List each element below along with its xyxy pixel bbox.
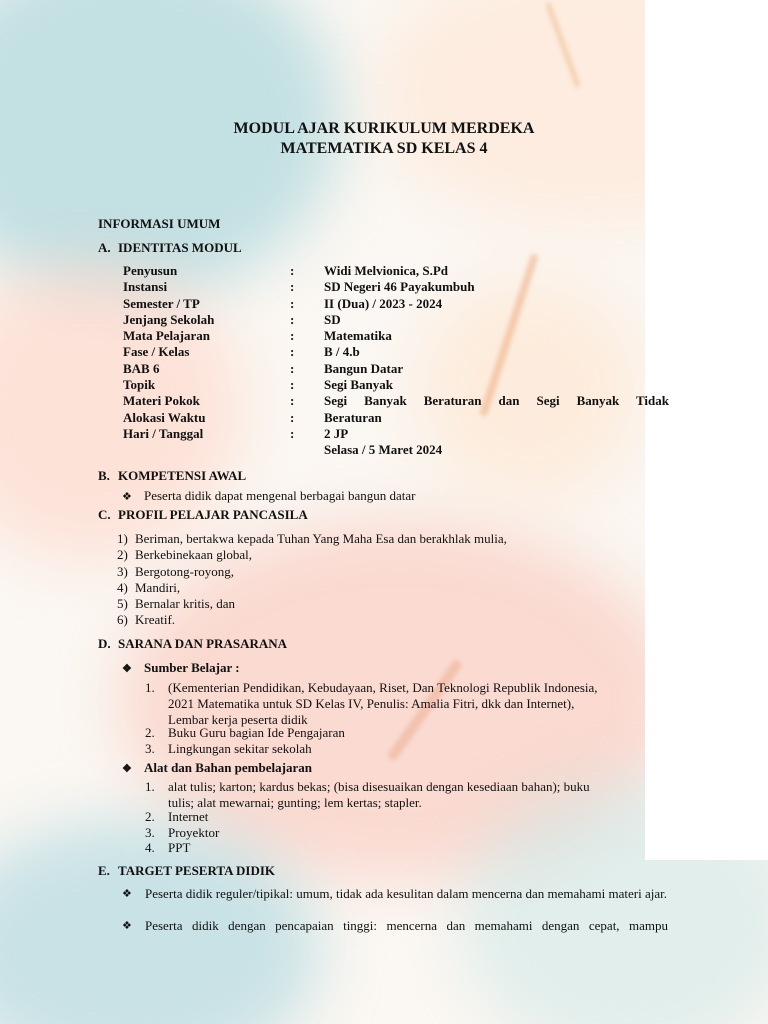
document-title-line1: MODUL AJAR KURIKULUM MERDEKA — [233, 120, 535, 137]
identitas-label: Penyusun — [123, 263, 178, 278]
identitas-colon: : — [290, 328, 295, 344]
alat-bahan-title: Alat dan Bahan pembelajaran — [144, 760, 312, 775]
section-d-title: SARANA DAN PRASARANA — [118, 636, 288, 651]
alat-line: alat tulis; karton; kardus bekas; (bisa disesuaikan dengan kesediaan bahan); buku — [168, 779, 590, 794]
document-title-line2: MATEMATIKA SD KELAS 4 — [280, 140, 488, 157]
profil-item — [117, 547, 252, 563]
identitas-label: Mata Pelajaran — [123, 328, 211, 344]
identitas-colon: : — [290, 360, 295, 376]
section-a-letter: A. — [98, 240, 111, 255]
section-a-heading — [98, 240, 242, 256]
sumber-belajar-heading — [122, 660, 240, 677]
section-a-title: IDENTITAS MODUL — [118, 240, 242, 255]
identitas-row — [123, 312, 669, 328]
diamond-bullet-icon: ❖ — [122, 663, 132, 675]
identitas-value: Segi Banyak — [324, 377, 393, 393]
identitas-value: Widi Melvionica, S.Pd — [324, 263, 448, 278]
profil-item — [117, 580, 180, 596]
profil-number: 3) — [117, 564, 128, 579]
identitas-colon: : — [290, 311, 295, 327]
sumber-line: 2021 Matematika untuk SD Kelas IV, Penulis: Amalia Fitri, dkk dan Internet), — [168, 696, 575, 711]
alat-number: 2. — [145, 809, 155, 824]
identitas-value: Beraturan — [324, 409, 382, 425]
section-d-letter: D. — [98, 636, 111, 651]
identitas-value: Matematika — [324, 328, 392, 344]
target-text: Peserta didik reguler/tipikal: umum, tidak ada kesulitan dalam mencerna dan memahami materi ajar. — [145, 886, 667, 901]
profil-number: 4) — [117, 580, 128, 595]
sumber-number: 1. — [145, 680, 155, 695]
identitas-label: Semester / TP — [123, 295, 200, 311]
profil-text: Kreatif. — [135, 612, 176, 627]
kompetensi-item — [122, 488, 415, 505]
profil-number: 2) — [117, 547, 128, 562]
alat-item — [145, 825, 645, 841]
profil-text: Mandiri, — [135, 580, 181, 595]
identitas-colon: : — [290, 409, 295, 425]
identitas-colon: : — [290, 425, 295, 441]
sumber-item — [145, 725, 645, 741]
section-b-title: KOMPETENSI AWAL — [118, 468, 247, 483]
section-b-letter: B. — [98, 468, 110, 483]
diamond-bullet-icon: ❖ — [122, 763, 132, 775]
identitas-value: II (Dua) / 2023 - 2024 — [324, 295, 443, 311]
identitas-label: Fase / Kelas — [123, 344, 190, 360]
profil-text: Beriman, bertakwa kepada Tuhan Yang Maha Esa dan berakhlak mulia, — [135, 531, 507, 546]
profil-item — [117, 564, 234, 580]
alat-number: 1. — [145, 779, 155, 794]
section-e-heading — [98, 863, 275, 879]
identitas-label: Materi Pokok — [123, 393, 200, 409]
alat-line: PPT — [168, 840, 191, 855]
identitas-row — [123, 263, 669, 279]
section-c-heading — [98, 507, 308, 523]
identitas-colon: : — [290, 344, 295, 360]
target-item — [122, 918, 668, 934]
diamond-bullet-icon: ❖ — [122, 491, 132, 503]
sumber-number: 3. — [145, 741, 155, 756]
sumber-line: Lembar kerja peserta didik — [168, 712, 308, 727]
section-d-heading — [98, 636, 287, 652]
alat-line: tulis; alat mewarnai; gunting; lem kertas; stapler. — [168, 795, 422, 810]
alat-line: Internet — [168, 809, 209, 824]
identitas-row — [123, 377, 669, 393]
identitas-row — [123, 442, 669, 458]
identitas-label: Instansi — [123, 279, 168, 295]
alat-item — [145, 779, 645, 811]
section-e-letter: E. — [98, 863, 110, 878]
profil-number: 6) — [117, 612, 128, 627]
section-c-letter: C. — [98, 507, 111, 522]
identitas-value: Selasa / 5 Maret 2024 — [324, 442, 443, 458]
identitas-value: B / 4.b — [324, 344, 360, 360]
identitas-colon: : — [290, 295, 295, 311]
sumber-line: Buku Guru bagian Ide Pengajaran — [168, 725, 345, 740]
alat-number: 4. — [145, 840, 155, 855]
identitas-row — [123, 410, 669, 426]
identitas-colon: : — [290, 263, 295, 278]
identitas-label: BAB 6 — [123, 360, 160, 376]
sumber-line: Lingkungan sekitar sekolah — [168, 741, 312, 756]
identitas-value: SD Negeri 46 Payakumbuh — [324, 279, 475, 295]
identitas-value: 2 JP — [324, 425, 349, 441]
identitas-row — [123, 279, 669, 295]
profil-number: 1) — [117, 531, 128, 546]
identitas-table — [123, 263, 669, 459]
sumber-belajar-title: Sumber Belajar : — [144, 660, 240, 675]
identitas-row — [123, 426, 669, 442]
profil-text: Bergotong-royong, — [135, 564, 235, 579]
informasi-umum-heading: INFORMASI UMUM — [98, 216, 221, 231]
alat-bahan-heading — [122, 760, 312, 777]
identitas-label: Alokasi Waktu — [123, 409, 206, 425]
identitas-colon: : — [290, 279, 295, 295]
section-e-title: TARGET PESERTA DIDIK — [118, 863, 276, 878]
identitas-value: Bangun Datar — [324, 360, 404, 376]
identitas-value: Segi Banyak Beraturan dan Segi Banyak Tidak — [324, 393, 669, 409]
profil-text: Berkebinekaan global, — [135, 547, 252, 562]
identitas-label: Hari / Tanggal — [123, 425, 204, 441]
section-c-title: PROFIL PELAJAR PANCASILA — [118, 507, 308, 522]
profil-item — [117, 531, 507, 547]
identitas-row — [123, 393, 669, 409]
sumber-number: 2. — [145, 725, 155, 740]
alat-line: Proyektor — [168, 825, 220, 840]
section-b-heading — [98, 468, 246, 484]
profil-number: 5) — [117, 596, 128, 611]
sumber-item — [145, 741, 645, 757]
diamond-bullet-icon: ❖ — [122, 888, 132, 900]
sumber-item — [145, 680, 645, 728]
identitas-colon: : — [290, 393, 295, 409]
identitas-row — [123, 344, 669, 360]
identitas-label: Jenjang Sekolah — [123, 311, 215, 327]
profil-item — [117, 596, 235, 612]
profil-item — [117, 612, 175, 628]
profil-text: Bernalar kritis, dan — [135, 596, 235, 611]
identitas-value: SD — [324, 311, 341, 327]
identitas-label: Topik — [123, 377, 156, 393]
diamond-bullet-icon: ❖ — [122, 920, 132, 932]
kompetensi-text: Peserta didik dapat mengenal berbagai bangun datar — [144, 488, 416, 503]
alat-number: 3. — [145, 825, 155, 840]
target-text: Peserta didik dengan pencapaian tinggi: mencerna dan memahami dengan cepat, mampu — [145, 918, 668, 933]
alat-item — [145, 840, 645, 856]
identitas-row — [123, 328, 669, 344]
sumber-line: (Kementerian Pendidikan, Kebudayaan, Riset, Dan Teknologi Republik Indonesia, — [168, 680, 598, 695]
target-item — [122, 886, 668, 902]
identitas-row — [123, 361, 669, 377]
alat-item — [145, 809, 645, 825]
identitas-row — [123, 296, 669, 312]
identitas-colon: : — [290, 377, 295, 393]
